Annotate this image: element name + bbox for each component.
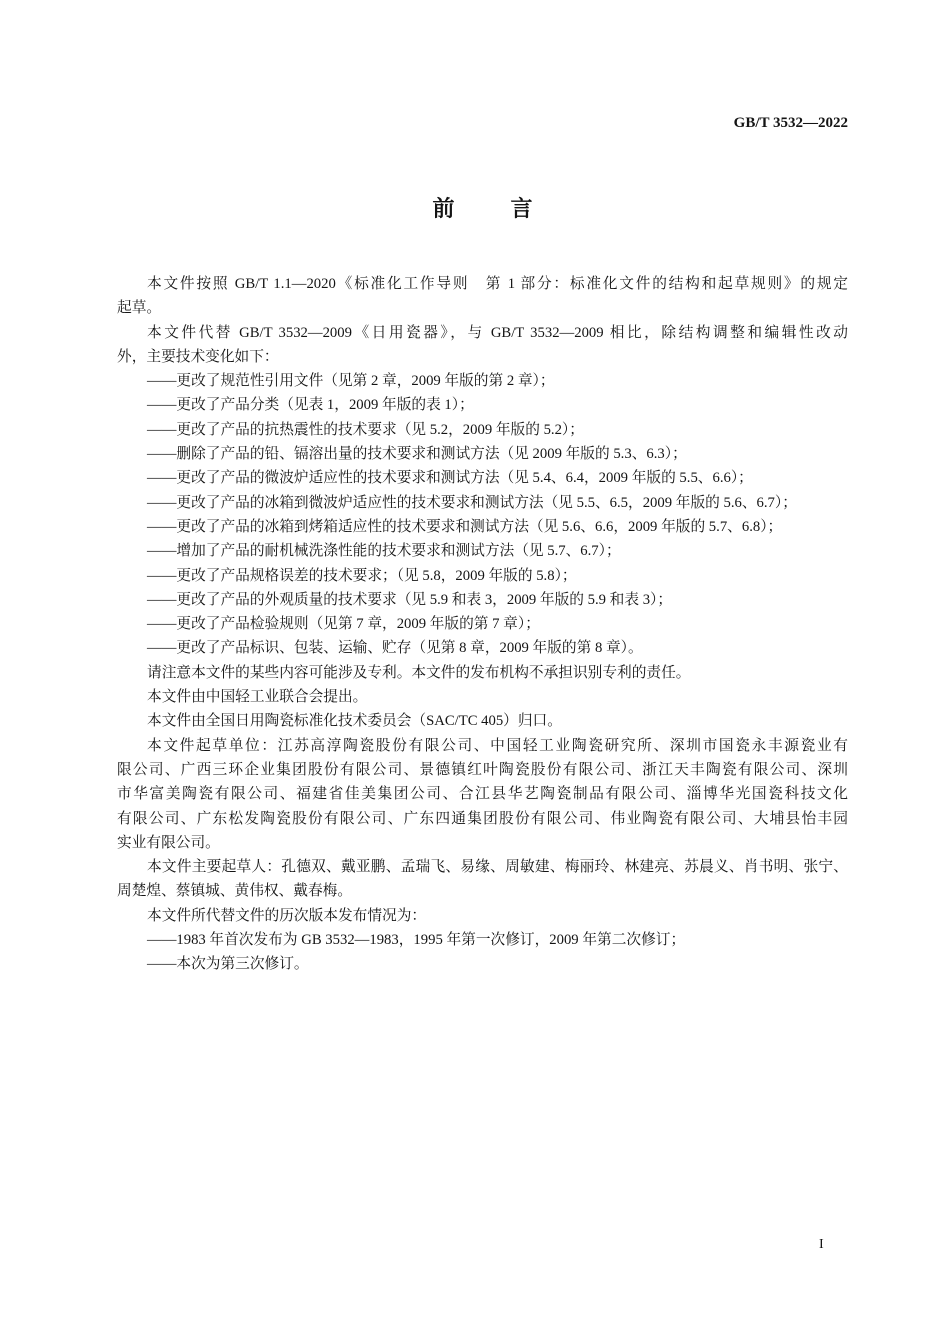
paragraph-proposer: 本文件由中国轻工业联合会提出。 xyxy=(147,689,368,706)
change-item: ——更改了产品分类（见表 1，2009 年版的表 1）； xyxy=(147,397,474,414)
body-line: 限公司、广西三环企业集团股份有限公司、景德镇红叶陶瓷股份有限公司、浙江天丰陶瓷有限公司、深圳 xyxy=(117,761,848,778)
change-item: ——更改了产品规格误差的技术要求；（见 5.8，2009 年版的 5.8）； xyxy=(147,567,577,584)
paragraph-drafters xyxy=(117,855,848,904)
change-item: ——增加了产品的耐机械洗涤性能的技术要求和测试方法（见 5.7、6.7）； xyxy=(147,543,621,560)
foreword-body xyxy=(117,272,848,977)
technical-changes-list xyxy=(117,369,848,661)
standard-code-header: GB/T 3532—2022 xyxy=(733,115,848,131)
change-item: ——更改了产品标识、包装、运输、贮存（见第 8 章，2009 年版的第 8 章）。 xyxy=(147,640,643,657)
body-line: 本文件起草单位：江苏高淳陶瓷股份有限公司、中国轻工业陶瓷研究所、深圳市国瓷永丰源瓷业有 xyxy=(147,737,848,754)
page-number: I xyxy=(819,1237,824,1252)
paragraph-drafting-basis xyxy=(117,272,848,321)
body-line: 起草。 xyxy=(117,300,162,317)
paragraph-drafting-units xyxy=(117,734,848,855)
body-line: 周楚煌、蔡镇城、黄伟权、戴春梅。 xyxy=(117,883,353,900)
change-item: ——更改了规范性引用文件（见第 2 章，2009 年版的第 2 章）； xyxy=(147,373,555,390)
version-history-list xyxy=(117,928,848,977)
paragraph-replacement xyxy=(117,321,848,370)
body-line: 本文件代替 GB/T 3532—2009《日用瓷器》，与 GB/T 3532—2009 相比，除结构调整和编辑性改动 xyxy=(147,324,848,341)
paragraph-patent-notice: 请注意本文件的某些内容可能涉及专利。本文件的发布机构不承担识别专利的责任。 xyxy=(147,664,691,681)
body-line: 实业有限公司。 xyxy=(117,834,220,851)
body-line: 市华富美陶瓷有限公司、福建省佳美集团公司、合江县华艺陶瓷制品有限公司、淄博华光国瓷科技文化 xyxy=(117,786,848,803)
change-item: ——更改了产品的微波炉适应性的技术要求和测试方法（见 5.4、6.4，2009 年版的 5.5、6.6）； xyxy=(147,470,753,487)
paragraph-version-history-intro: 本文件所代替文件的历次版本发布情况为： xyxy=(147,907,427,924)
change-item: ——删除了产品的铅、镉溶出量的技术要求和测试方法（见 2009 年版的 5.3、6.3）； xyxy=(147,446,687,463)
change-item: ——更改了产品的冰箱到烤箱适应性的技术要求和测试方法（见 5.6、6.6，2009 年版的 5.7、6.8）； xyxy=(147,518,783,535)
body-line: 本文件主要起草人：孔德双、戴亚鹏、孟瑞飞、易缘、周敏建、梅丽玲、林建亮、苏晨义、肖书明、张宁、 xyxy=(147,859,848,876)
body-line: 外，主要技术变化如下： xyxy=(117,348,279,365)
body-line: 本文件按照 GB/T 1.1—2020《标准化工作导则 第 1 部分：标准化文件的结构和起草规则》的规定 xyxy=(147,276,848,292)
change-item: ——更改了产品的外观质量的技术要求（见 5.9 和表 3，2009 年版的 5.9 和表 3）； xyxy=(147,591,673,608)
body-line: 有限公司、广东松发陶瓷股份有限公司、广东四通集团股份有限公司、伟业陶瓷有限公司、大埔县怡丰园 xyxy=(117,810,848,827)
change-item: ——更改了产品的冰箱到微波炉适应性的技术要求和测试方法（见 5.5、6.5，2009 年版的 5.6、6.7）； xyxy=(147,494,797,511)
version-history-item: ——1983 年首次发布为 GB 3532—1983，1995 年第一次修订，2009 年第二次修订； xyxy=(147,932,686,949)
page-title: 前 言 xyxy=(432,197,537,222)
version-history-item: ——本次为第三次修订。 xyxy=(147,956,309,973)
change-item: ——更改了产品检验规则（见第 7 章，2009 年版的第 7 章）； xyxy=(147,616,540,633)
change-item: ——更改了产品的抗热震性的技术要求（见 5.2，2009 年版的 5.2）； xyxy=(147,421,584,438)
paragraph-responsible-committee: 本文件由全国日用陶瓷标准化技术委员会（SAC/TC 405）归口。 xyxy=(147,713,562,730)
